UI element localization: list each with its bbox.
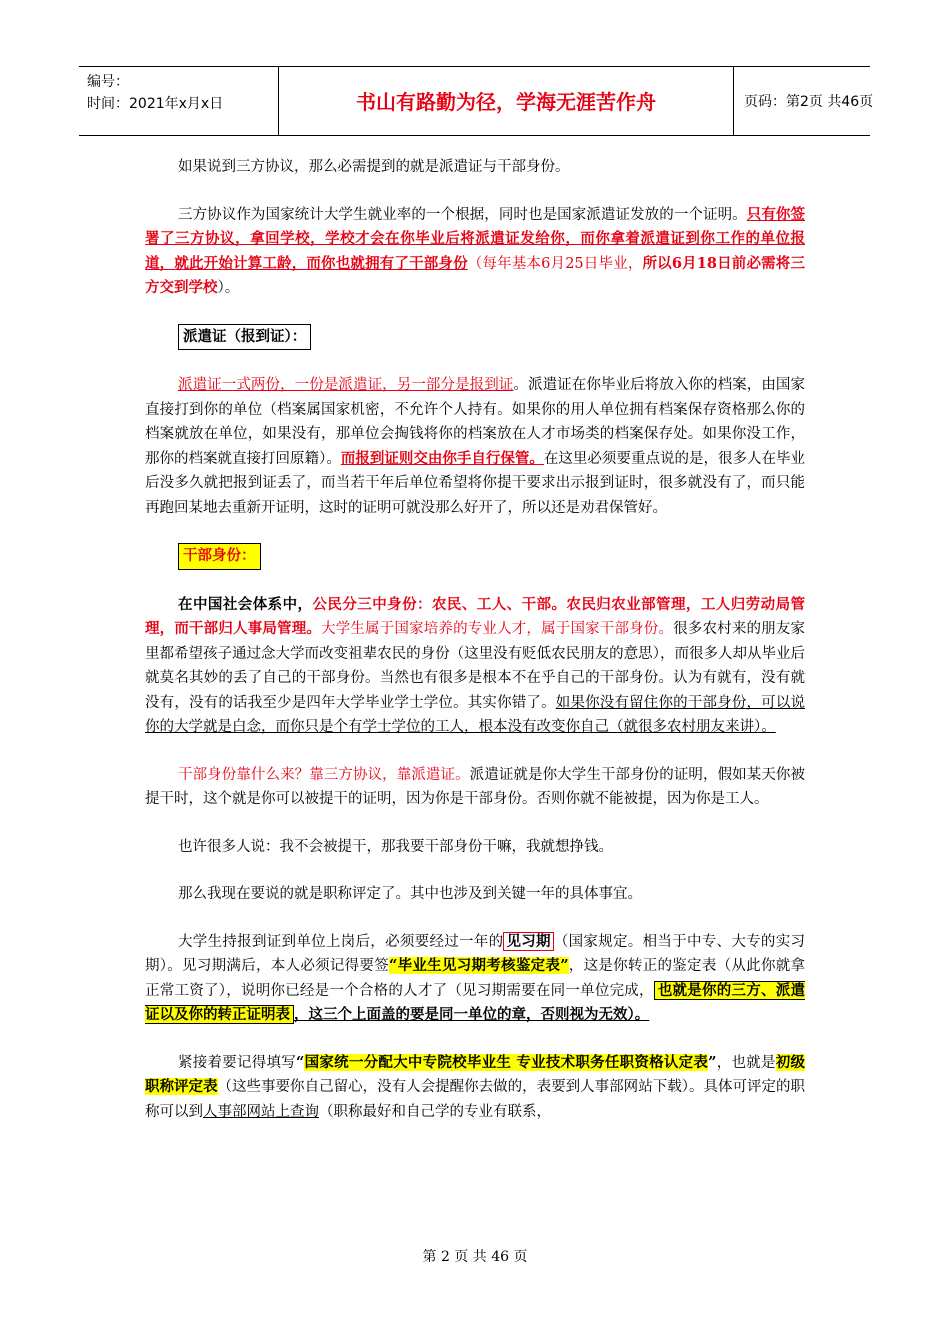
text-span: “ xyxy=(296,1053,305,1071)
emphasis-span: 而报到证则交由你手自行保管。 xyxy=(340,449,544,467)
paragraph-5 xyxy=(145,763,805,812)
paragraph-1: 如果说到三方协议，那么必需提到的就是派遣证与干部身份。 xyxy=(178,159,570,175)
text-span: 大学生持报到证到单位上岗后，必须要经过一年的 xyxy=(178,933,504,950)
emphasis-span: 所以6月18日前必需将三方交到学校 xyxy=(145,254,805,296)
paragraph-2 xyxy=(145,203,805,301)
text-span: 。派遣证在你毕业后将放入你的档案，由国家直接打到你的单位（档案属国家机密，不允许个人持有。如果你的用人单位拥有档案保存资格那么你的档案就放在单位，如果没有，那单位会掏钱将你的档案放在人才市场类的档案保存处。如果你没工作，那你的档案就直接打回原籍）。 xyxy=(145,377,806,467)
paragraph-4 xyxy=(145,593,805,740)
text-span: ” xyxy=(708,1053,717,1071)
text-span: ，这是你转正的鉴定表（从此你就拿正常工资了），说明你已经是一个合格的人才了（见习期需要在同一单位完成， xyxy=(145,958,805,999)
text-span: 很多农村来的朋友家里都希望孩子通过念大学而改变祖辈农民的身份（这里没有贬低农民朋友的意思），而很多人却从毕业后就莫名其妙的丢了自己的干部身份。当然也有很多是根本不在乎自己的干部身份。认为有就有，没有就没有，没有的话我至少是四年大学毕业学士学位。其实你错了。 xyxy=(145,621,806,711)
text-span: （这些事要你自己留心，没有人会提醒你去做的，表要到人事部网站下载）。具体可评定的职称可以到 xyxy=(145,1079,805,1120)
underlined-span: 如果你没有留住你的干部身份，可以说你的大学就是白念，而你只是个有学士学位的工人，根本没有改变你自己（就很多农村朋友来讲）。 xyxy=(145,694,806,735)
document-body xyxy=(145,155,805,1147)
date-label: 时间：2021年x月x日 xyxy=(87,96,224,112)
text-span: 在中国社会体系中， xyxy=(178,595,313,613)
emphasis-span: 农民归农业部管理，工人归劳动局管理，而干部归人事局管理。 xyxy=(145,595,806,637)
emphasis-span: 只有你签署了三方协议，拿回学校，学校才会在你毕业后将派遣证发给你，而你拿着派遣证到你工作的单位报道，就此开始计算工龄，而你也就拥有了干部身份 xyxy=(145,205,805,272)
paragraph-3 xyxy=(145,373,805,520)
emphasis-span: 派遣证一式两份，一份是派遣证，另一部分是报到证 xyxy=(178,377,514,393)
paragraph-6: 也许很多人说：我不会被提干，那我要干部身份干嘛，我就想挣钱。 xyxy=(178,838,613,855)
underlined-span: 人事部网站上查询 xyxy=(203,1103,319,1120)
text-span: ，也就是 xyxy=(716,1054,776,1071)
boxed-span: 见习期 xyxy=(503,932,553,951)
text-span: （国家规定。相当于中专、大专的实习期）。见习期满后，本人必须记得要签 xyxy=(145,933,806,974)
emphasis-span: 公民分三中身份：农民、工人、干部。 xyxy=(312,595,567,613)
number-label: 编号： xyxy=(87,74,129,90)
header-page-info: 页码：第2页 共46页 xyxy=(744,94,874,110)
highlight-span: 也就是你的三方、派遣证以及你的转正证明表 xyxy=(145,981,806,1023)
text-span: 在这里必须要重点说的是，很多人在毕业后没多久就把报到证丢了，而当若干年后单位希望将你提干要求出示报到证时，很多就没有了，而只能再跑回某地去重新开证明，这时的证明可就没那么好开了，所以还是劝君保管好。 xyxy=(145,450,805,516)
highlight-span: 初级职称评定表 xyxy=(145,1053,806,1095)
paragraph-8 xyxy=(145,930,805,1028)
text-span: 派遣证就是你大学生干部身份的证明，假如某天你被提干时，这个就是你可以被提干的证明，因为你是干部身份。否则你就不能被提，因为你是工人。 xyxy=(145,766,806,807)
highlight-span: 国家统一分配大中专院校毕业生 专业技术职务任职资格认定表 xyxy=(304,1053,709,1071)
text-span: （职称最好和自己学的专业有联系， xyxy=(319,1103,551,1120)
header-meta xyxy=(79,67,279,135)
paragraph-7: 那么我现在要说的就是职称评定了。其中也涉及到关键一年的具体事宜。 xyxy=(178,886,642,902)
section-heading-dispatch: 派遣证（报到证）： xyxy=(178,324,311,351)
page-header xyxy=(79,66,874,136)
page-footer: 第 2 页 共 46 页 xyxy=(422,1249,528,1265)
paragraph-9 xyxy=(145,1051,805,1125)
text-span: （每年基本6月25日毕业， xyxy=(467,255,643,272)
highlight-span: “毕业生见习期考核鉴定表” xyxy=(389,957,569,974)
text-span: ）。 xyxy=(217,280,240,296)
section-heading-cadre: 干部身份： xyxy=(178,543,261,570)
emphasis-span: ，这三个上面盖的要是同一单位的章，否则视为无效）。 xyxy=(294,1006,650,1023)
emphasis-span: 大学生属于国家培养的专业人才，属于国家干部身份。 xyxy=(321,621,674,637)
text-span: 紧接着要记得填写 xyxy=(178,1054,297,1071)
header-motto: 书山有路勤为径，学海无涯苦作舟 xyxy=(279,67,734,135)
emphasis-span: 干部身份靠什么来？靠三方协议，靠派遣证。 xyxy=(178,766,470,783)
text-span: 三方协议作为国家统计大学生就业率的一个根据，同时也是国家派遣证发放的一个证明。 xyxy=(178,206,747,223)
